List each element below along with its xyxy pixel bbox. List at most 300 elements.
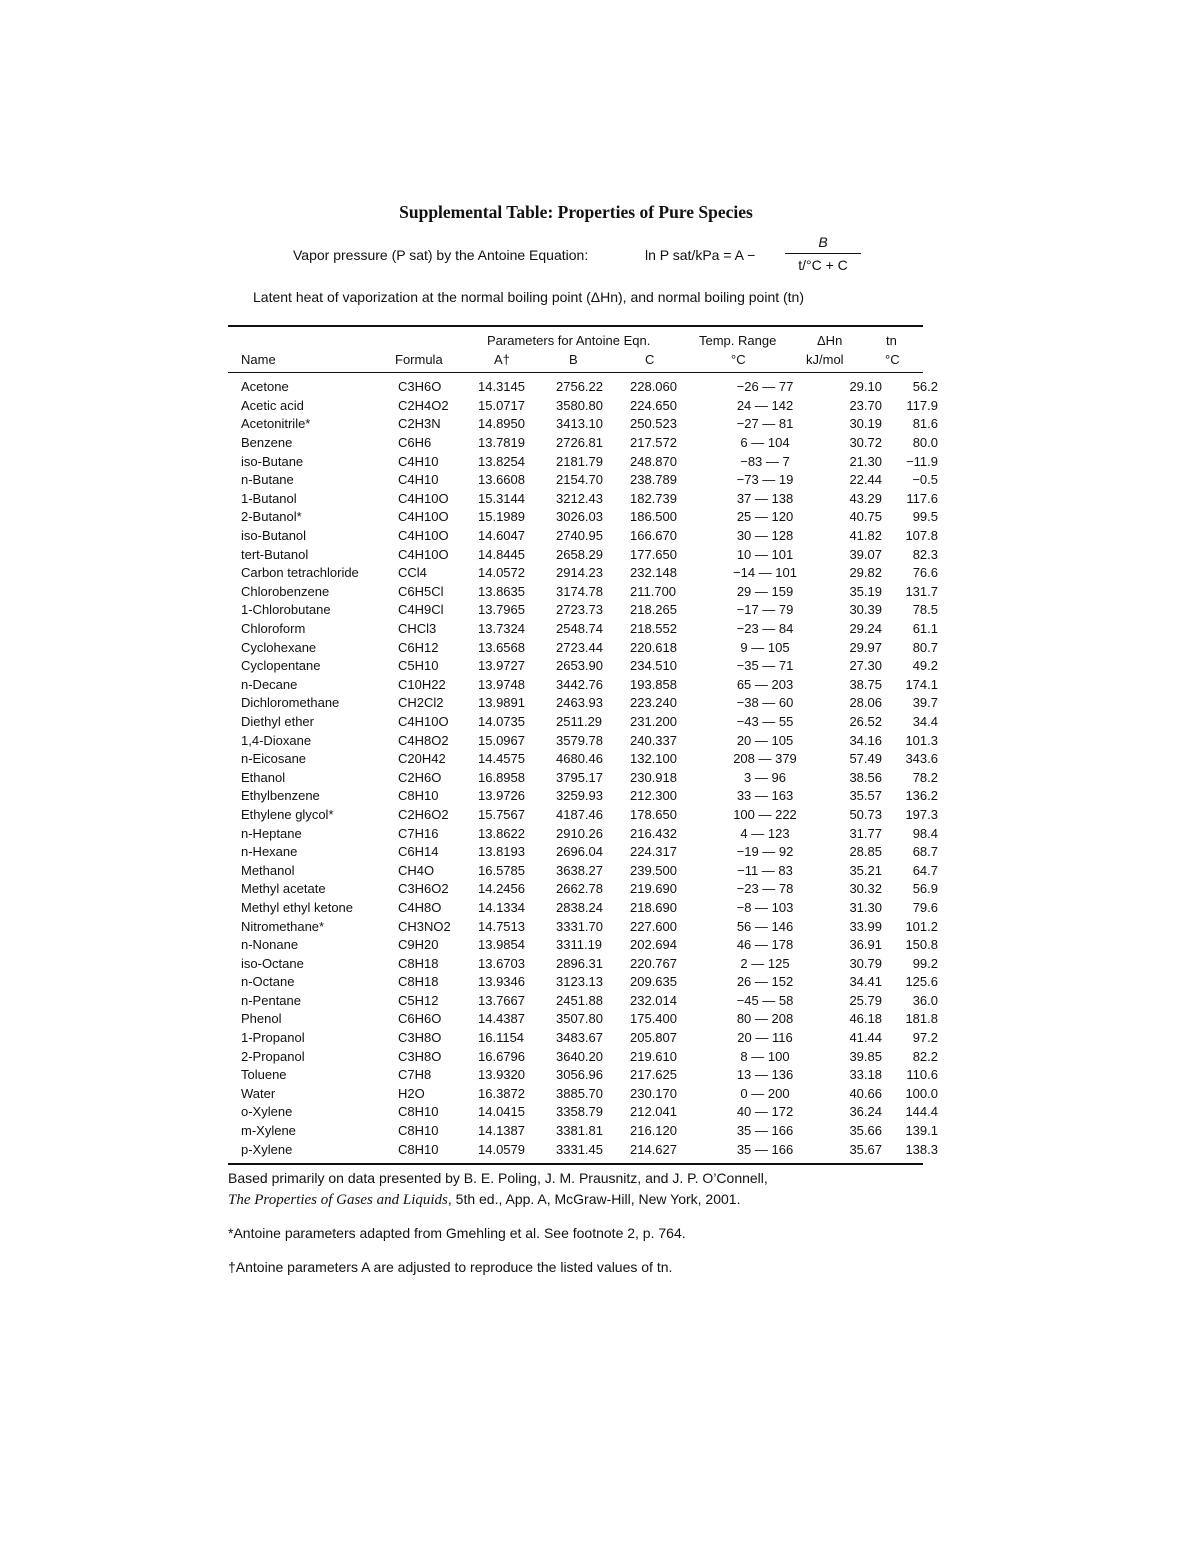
- antoine-a: 14.0735: [478, 713, 525, 729]
- antoine-c: 224.650: [630, 397, 677, 413]
- temp-range: 13 — 136: [736, 1067, 794, 1083]
- antoine-c: 230.918: [630, 769, 677, 785]
- boiling-point: 76.6: [912, 565, 938, 581]
- table-row: [236, 806, 938, 825]
- antoine-b: 2653.90: [556, 658, 603, 674]
- header-name: Name: [241, 352, 276, 367]
- table-row: [236, 694, 938, 713]
- species-name: Chlorobenzene: [241, 583, 330, 599]
- header-delta-h: ΔHn: [817, 333, 843, 348]
- header-range-unit: °C: [731, 352, 746, 367]
- boiling-point: 82.3: [912, 546, 938, 562]
- boiling-point: 125.6: [905, 974, 938, 990]
- antoine-c: 177.650: [630, 546, 677, 562]
- species-name: n-Decane: [241, 676, 298, 692]
- header-c: C: [645, 352, 655, 367]
- antoine-b: 2723.44: [556, 639, 603, 655]
- temp-range: 0 — 200: [740, 1085, 790, 1101]
- temp-range: 6 — 104: [740, 435, 790, 451]
- antoine-c: 231.200: [630, 713, 677, 729]
- antoine-a: 14.0579: [478, 1141, 525, 1157]
- boiling-point: 79.6: [912, 899, 938, 915]
- boiling-point: 80.7: [912, 639, 938, 655]
- temp-range: −43 — 55: [736, 713, 794, 729]
- antoine-b: 3331.45: [556, 1141, 603, 1157]
- antoine-c: 238.789: [630, 472, 677, 488]
- antoine-c: 220.767: [630, 955, 677, 971]
- latent-heat: 36.91: [849, 937, 882, 953]
- antoine-a: 13.9854: [478, 937, 525, 953]
- fraction-bar: [785, 253, 861, 254]
- species-name: Methyl acetate: [241, 881, 326, 897]
- temp-range: 80 — 208: [736, 1011, 794, 1027]
- source-note-line2: [228, 1191, 740, 1209]
- species-name: 1,4-Dioxane: [241, 732, 312, 748]
- boiling-point: 100.0: [905, 1085, 938, 1101]
- antoine-a: 14.7513: [478, 918, 525, 934]
- latent-heat: 29.82: [849, 565, 882, 581]
- latent-heat: 39.07: [849, 546, 882, 562]
- antoine-b: 3507.80: [556, 1011, 603, 1027]
- antoine-a: 14.8445: [478, 546, 525, 562]
- boiling-point: 343.6: [905, 751, 938, 767]
- header-rule: [228, 372, 923, 373]
- species-formula: C4H8O2: [398, 732, 449, 748]
- temp-range: 20 — 105: [736, 732, 794, 748]
- equation-lead-text: Vapor pressure (P sat) by the Antoine Equation:: [293, 247, 589, 263]
- antoine-a: 14.4387: [478, 1011, 525, 1027]
- latent-heat: 30.72: [849, 435, 882, 451]
- latent-heat: 28.06: [849, 695, 882, 711]
- temp-range: 46 — 178: [736, 937, 794, 953]
- antoine-b: 2511.29: [556, 713, 603, 729]
- boiling-point: −0.5: [912, 472, 938, 488]
- antoine-a: 13.6568: [478, 639, 525, 655]
- latent-heat: 36.24: [849, 1104, 882, 1120]
- table-row: [236, 638, 938, 657]
- species-name: iso-Octane: [241, 955, 304, 971]
- boiling-point: 82.2: [912, 1048, 938, 1064]
- boiling-point: 139.1: [905, 1123, 938, 1139]
- antoine-b: 3579.78: [556, 732, 603, 748]
- latent-heat: 35.57: [849, 788, 882, 804]
- antoine-a: 13.8254: [478, 453, 525, 469]
- equation-denominator: t/°C + C: [798, 257, 848, 273]
- table-row: [236, 861, 938, 880]
- page-title: Supplemental Table: Properties of Pure Species: [399, 202, 753, 222]
- temp-range: 26 — 152: [736, 974, 794, 990]
- temp-range: −17 — 79: [736, 602, 794, 618]
- table-row: [236, 545, 938, 564]
- antoine-a: 16.6796: [478, 1048, 525, 1064]
- species-formula: C6H12: [398, 639, 439, 655]
- antoine-c: 166.670: [630, 528, 677, 544]
- boiling-point: 56.2: [912, 379, 938, 395]
- temp-range: 208 — 379: [733, 751, 797, 767]
- antoine-c: 216.432: [630, 825, 677, 841]
- latent-heat: 30.32: [849, 881, 882, 897]
- antoine-a: 15.0967: [478, 732, 525, 748]
- antoine-a: 13.7324: [478, 621, 525, 637]
- temp-range: −73 — 19: [736, 472, 794, 488]
- table-row: [236, 713, 938, 732]
- antoine-a: 14.4575: [478, 751, 525, 767]
- antoine-c: 209.635: [630, 974, 677, 990]
- source-book-title: The Properties of Gases and Liquids: [228, 1192, 448, 1208]
- species-formula: C4H10O: [398, 509, 449, 525]
- antoine-a: 14.0415: [478, 1104, 525, 1120]
- antoine-c: 186.500: [630, 509, 677, 525]
- antoine-c: 228.060: [630, 379, 677, 395]
- table-row: [236, 471, 938, 490]
- temp-range: −27 — 81: [736, 416, 794, 432]
- boiling-point: 99.2: [912, 955, 938, 971]
- antoine-c: 212.041: [630, 1104, 677, 1120]
- species-name: 2-Propanol: [241, 1048, 305, 1064]
- species-formula: C4H8O: [398, 899, 442, 915]
- species-formula: C5H10: [398, 658, 439, 674]
- antoine-b: 2726.81: [556, 435, 603, 451]
- species-formula: C4H10: [398, 472, 439, 488]
- latent-heat: 33.18: [849, 1067, 882, 1083]
- table-row: [236, 1010, 938, 1029]
- latent-heat: 21.30: [849, 453, 882, 469]
- temp-range: 40 — 172: [736, 1104, 794, 1120]
- boiling-point: 138.3: [905, 1141, 938, 1157]
- table-row: [236, 527, 938, 546]
- species-formula: C7H16: [398, 825, 439, 841]
- boiling-point: 110.6: [906, 1067, 938, 1083]
- table-row: [236, 731, 938, 750]
- species-formula: CH3NO2: [398, 918, 451, 934]
- antoine-b: 3212.43: [556, 490, 603, 506]
- table-row: [236, 768, 938, 787]
- boiling-point: 99.5: [912, 509, 938, 525]
- species-name: Acetone: [241, 379, 289, 395]
- antoine-b: 3056.96: [556, 1067, 603, 1083]
- antoine-a: 16.8958: [478, 769, 525, 785]
- antoine-a: 13.6703: [478, 955, 525, 971]
- species-name: Methanol: [241, 862, 295, 878]
- species-formula: C8H10: [398, 1141, 439, 1157]
- antoine-a: 13.8193: [478, 844, 525, 860]
- latent-heat: 29.24: [849, 621, 882, 637]
- equation-numerator: B: [818, 234, 828, 250]
- antoine-c: 232.014: [630, 992, 677, 1008]
- header-tn-unit: °C: [885, 352, 900, 367]
- species-formula: C9H20: [398, 937, 439, 953]
- table-row: [236, 397, 938, 416]
- latent-heat: 33.99: [849, 918, 882, 934]
- temp-range: −19 — 92: [736, 844, 794, 860]
- antoine-b: 3483.67: [556, 1030, 603, 1046]
- species-name: tert-Butanol: [241, 546, 309, 562]
- temp-range: 20 — 116: [737, 1030, 793, 1046]
- table-row: [236, 676, 938, 695]
- temp-range: 24 — 142: [736, 397, 794, 413]
- table-row: [236, 1085, 938, 1104]
- species-name: Toluene: [241, 1067, 287, 1083]
- species-name: n-Hexane: [241, 844, 298, 860]
- table-row: [236, 824, 938, 843]
- temp-range: −23 — 78: [736, 881, 794, 897]
- temp-range: 100 — 222: [733, 806, 797, 822]
- antoine-b: 2154.70: [556, 472, 603, 488]
- latent-heat: 31.77: [849, 825, 882, 841]
- temp-range: 35 — 166: [736, 1123, 794, 1139]
- species-formula: C4H10: [398, 453, 439, 469]
- temp-range: 35 — 166: [736, 1141, 794, 1157]
- antoine-c: 239.500: [630, 862, 677, 878]
- antoine-a: 14.3145: [478, 379, 525, 395]
- species-name: 1-Chlorobutane: [241, 602, 331, 618]
- antoine-equation-line: [293, 232, 913, 276]
- species-formula: CCl4: [398, 565, 427, 581]
- antoine-c: 240.337: [630, 732, 677, 748]
- species-name: n-Eicosane: [241, 751, 307, 767]
- antoine-c: 202.694: [630, 937, 677, 953]
- boiling-point: −11.9: [906, 453, 938, 469]
- temp-range: 9 — 105: [740, 639, 790, 655]
- boiling-point: 39.7: [912, 695, 938, 711]
- species-name: Water: [241, 1085, 276, 1101]
- antoine-b: 2756.22: [556, 379, 603, 395]
- table-row: [236, 992, 938, 1011]
- antoine-c: 214.627: [630, 1141, 677, 1157]
- antoine-b: 2658.29: [556, 546, 603, 562]
- antoine-b: 2548.74: [556, 621, 603, 637]
- antoine-a: 13.6608: [478, 472, 525, 488]
- antoine-a: 13.9727: [478, 658, 525, 674]
- antoine-c: 217.572: [630, 435, 677, 451]
- species-name: m-Xylene: [241, 1123, 296, 1139]
- antoine-b: 2696.04: [556, 844, 603, 860]
- species-name: n-Butane: [241, 472, 294, 488]
- antoine-b: 4680.46: [556, 751, 603, 767]
- antoine-a: 13.8635: [478, 583, 525, 599]
- header-b: B: [569, 352, 578, 367]
- table-row: [236, 1140, 938, 1159]
- species-formula: C7H8: [398, 1067, 432, 1083]
- latent-heat: 23.70: [849, 397, 882, 413]
- antoine-c: 218.690: [630, 899, 677, 915]
- boiling-point: 80.0: [912, 435, 938, 451]
- temp-range: −38 — 60: [736, 695, 794, 711]
- species-name: Benzene: [241, 435, 293, 451]
- antoine-b: 2740.95: [556, 528, 603, 544]
- antoine-c: 234.510: [630, 658, 677, 674]
- table-row: [236, 954, 938, 973]
- species-name: Acetic acid: [241, 397, 304, 413]
- boiling-point: 68.7: [912, 844, 938, 860]
- latent-heat: 38.56: [849, 769, 882, 785]
- species-formula: C6H6: [398, 435, 432, 451]
- antoine-b: 3442.76: [556, 676, 603, 692]
- species-formula: C8H10: [398, 788, 439, 804]
- boiling-point: 61.1: [912, 621, 938, 637]
- temp-range: 3 — 96: [744, 769, 786, 785]
- species-formula: C6H14: [398, 844, 439, 860]
- table-row: [236, 601, 938, 620]
- antoine-b: 2662.78: [556, 881, 603, 897]
- latent-heat: 29.97: [849, 639, 882, 655]
- table-row: [236, 1029, 938, 1048]
- latent-heat: 35.19: [849, 583, 882, 599]
- table-row: [236, 973, 938, 992]
- antoine-c: 218.265: [630, 602, 677, 618]
- species-name: Dichloromethane: [241, 695, 340, 711]
- species-formula: C2H3N: [398, 416, 441, 432]
- table-row: [236, 787, 938, 806]
- species-name: o-Xylene: [241, 1104, 293, 1120]
- antoine-b: 3795.17: [556, 769, 603, 785]
- antoine-a: 14.1387: [478, 1123, 525, 1139]
- latent-heat: 30.19: [849, 416, 882, 432]
- antoine-c: 223.240: [630, 695, 677, 711]
- latent-heat: 35.67: [849, 1141, 882, 1157]
- antoine-a: 13.9346: [478, 974, 525, 990]
- species-name: p-Xylene: [241, 1141, 293, 1157]
- antoine-a: 16.1154: [478, 1030, 525, 1046]
- species-name: iso-Butanol: [241, 528, 307, 544]
- header-a: A†: [494, 352, 510, 367]
- source-note-line1: Based primarily on data presented by B. E. Poling, J. M. Prausnitz, and J. P. O’Connell,: [228, 1170, 768, 1186]
- species-formula: C2H6O2: [398, 806, 449, 822]
- table-row: [236, 378, 938, 397]
- antoine-c: 218.552: [630, 621, 677, 637]
- table-row: [236, 899, 938, 918]
- antoine-b: 3640.20: [556, 1048, 603, 1064]
- temp-range: 4 — 123: [740, 825, 790, 841]
- antoine-b: 2463.93: [556, 695, 603, 711]
- table-row: [236, 620, 938, 639]
- table-row: [236, 583, 938, 602]
- temp-range: 56 — 146: [736, 918, 794, 934]
- species-formula: C4H10O: [398, 528, 449, 544]
- latent-heat: 30.39: [849, 602, 882, 618]
- antoine-a: 13.9726: [478, 788, 525, 804]
- antoine-b: 3580.80: [556, 397, 603, 413]
- species-formula: C3H8O: [398, 1048, 442, 1064]
- antoine-b: 3381.81: [556, 1123, 603, 1139]
- temp-range: 65 — 203: [736, 676, 794, 692]
- boiling-point: 56.9: [912, 881, 938, 897]
- species-name: Ethanol: [241, 769, 286, 785]
- table-row: [236, 843, 938, 862]
- table-row: [236, 564, 938, 583]
- latent-heat: 35.66: [849, 1123, 882, 1139]
- species-formula: CH4O: [398, 862, 435, 878]
- header-formula: Formula: [395, 352, 443, 367]
- species-name: iso-Butane: [241, 453, 304, 469]
- antoine-b: 3331.70: [556, 918, 603, 934]
- table-top-rule: [228, 325, 923, 327]
- boiling-point: 101.3: [905, 732, 938, 748]
- antoine-c: 217.625: [630, 1067, 677, 1083]
- antoine-c: 193.858: [630, 676, 677, 692]
- boiling-point: 131.7: [905, 583, 938, 599]
- table-row: [236, 1122, 938, 1141]
- antoine-c: 250.523: [630, 416, 677, 432]
- species-table-body: [236, 378, 938, 1159]
- species-formula: CHCl3: [398, 621, 437, 637]
- latent-heat: 43.29: [849, 490, 882, 506]
- temp-range: 33 — 163: [736, 788, 794, 804]
- temp-range: 37 — 138: [736, 490, 794, 506]
- latent-heat: 50.73: [849, 806, 882, 822]
- temp-range: −8 — 103: [736, 899, 794, 915]
- table-row: [236, 434, 938, 453]
- species-formula: C2H6O: [398, 769, 442, 785]
- boiling-point: 34.4: [912, 713, 938, 729]
- table-row: [236, 750, 938, 769]
- table-row: [236, 880, 938, 899]
- temp-range: 25 — 120: [736, 509, 794, 525]
- antoine-b: 3259.93: [556, 788, 603, 804]
- antoine-a: 15.0717: [478, 397, 525, 413]
- antoine-c: 219.690: [630, 881, 677, 897]
- antoine-a: 14.0572: [478, 565, 525, 581]
- antoine-c: 227.600: [630, 918, 677, 934]
- header-temp-range: Temp. Range: [699, 333, 777, 348]
- temp-range: −23 — 84: [736, 621, 794, 637]
- boiling-point: 97.2: [912, 1030, 938, 1046]
- latent-heat: 26.52: [849, 713, 882, 729]
- antoine-b: 2896.31: [556, 955, 603, 971]
- antoine-b: 2910.26: [556, 825, 603, 841]
- table-row: [236, 452, 938, 471]
- antoine-c: 232.148: [630, 565, 677, 581]
- star-footnote: *Antoine parameters adapted from Gmehling et al. See footnote 2, p. 764.: [228, 1225, 686, 1241]
- temp-range: 30 — 128: [736, 528, 794, 544]
- temp-range: 8 — 100: [740, 1048, 790, 1064]
- temp-range: −35 — 71: [736, 658, 794, 674]
- antoine-a: 14.2456: [478, 881, 525, 897]
- table-row: [236, 508, 938, 527]
- boiling-point: 150.8: [905, 937, 938, 953]
- species-formula: C8H18: [398, 955, 439, 971]
- antoine-b: 3885.70: [556, 1085, 603, 1101]
- species-formula: C4H9Cl: [398, 602, 444, 618]
- temp-range: 29 — 159: [736, 583, 794, 599]
- antoine-a: 16.3872: [478, 1085, 525, 1101]
- boiling-point: 64.7: [912, 862, 938, 878]
- antoine-b: 3123.13: [556, 974, 603, 990]
- latent-heat: 38.75: [849, 676, 882, 692]
- species-name: n-Heptane: [241, 825, 302, 841]
- antoine-a: 15.7567: [478, 806, 525, 822]
- boiling-point: 136.2: [905, 788, 938, 804]
- species-name: 1-Butanol: [241, 490, 297, 506]
- temp-range: −26 — 77: [736, 379, 794, 395]
- antoine-c: 230.170: [630, 1085, 677, 1101]
- table-row: [236, 657, 938, 676]
- header-tn: tn: [886, 333, 897, 348]
- species-name: Phenol: [241, 1011, 282, 1027]
- boiling-point: 107.8: [905, 528, 938, 544]
- antoine-c: 211.700: [630, 583, 677, 599]
- latent-heat: 40.66: [849, 1085, 882, 1101]
- species-formula: C3H6O: [398, 379, 442, 395]
- antoine-c: 220.618: [630, 639, 677, 655]
- species-name: Methyl ethyl ketone: [241, 899, 354, 915]
- table-row: [236, 415, 938, 434]
- latent-heat-description: Latent heat of vaporization at the normal boiling point (ΔHn), and normal boiling point (tn): [253, 289, 805, 305]
- antoine-b: 3311.19: [556, 937, 603, 953]
- boiling-point: 78.5: [912, 602, 938, 618]
- antoine-b: 3358.79: [556, 1104, 603, 1120]
- species-formula: H2O: [398, 1085, 425, 1101]
